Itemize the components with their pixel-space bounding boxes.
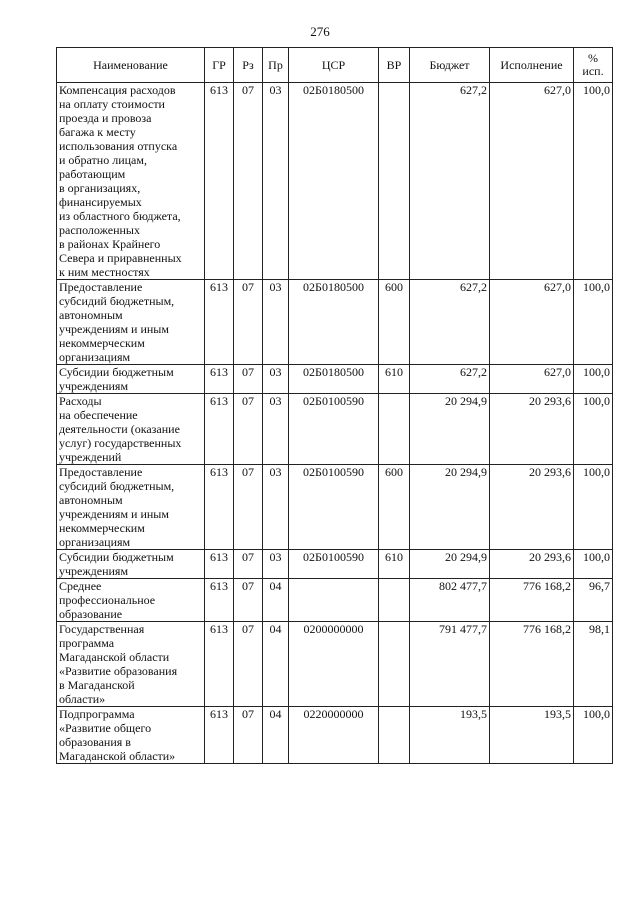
- row-execution-cell: 627,0: [490, 365, 574, 394]
- row-name-cell: [57, 707, 205, 764]
- table-row: [57, 550, 613, 579]
- row-name-line: в Магаданской: [59, 678, 135, 692]
- row-execution-cell: 776 168,2: [490, 622, 574, 707]
- row-name-line: Субсидии бюджетным: [59, 365, 174, 379]
- row-execution-cell: 193,5: [490, 707, 574, 764]
- row-rz-cell: 07: [234, 579, 263, 622]
- row-name-cell: [57, 83, 205, 280]
- row-csr-cell: 02Б0180500: [289, 83, 379, 280]
- row-name-line: профессиональное: [59, 593, 156, 607]
- row-gr-cell: 613: [205, 365, 234, 394]
- row-pr-cell: 04: [263, 622, 289, 707]
- row-name-line: расположенных: [59, 223, 140, 237]
- row-gr-cell: 613: [205, 394, 234, 465]
- row-name-line: учреждений: [59, 450, 122, 464]
- table-header-row: [57, 48, 613, 83]
- row-name-line: Расходы: [59, 394, 102, 408]
- row-percent-cell: 100,0: [574, 365, 613, 394]
- row-gr-cell: 613: [205, 550, 234, 579]
- row-csr-cell: 0220000000: [289, 707, 379, 764]
- row-name-line: Компенсация расходов: [59, 83, 176, 97]
- row-percent-cell: 100,0: [574, 83, 613, 280]
- row-csr-cell: 02Б0100590: [289, 465, 379, 550]
- row-rz-cell: 07: [234, 465, 263, 550]
- row-rz-cell: 07: [234, 394, 263, 465]
- row-name-line: программа: [59, 636, 115, 650]
- table-row: [57, 622, 613, 707]
- row-rz-cell: 07: [234, 707, 263, 764]
- row-rz-cell: 07: [234, 280, 263, 365]
- row-budget-cell: 627,2: [410, 83, 490, 280]
- row-name-line: Предоставление: [59, 280, 143, 294]
- row-pr-cell: 04: [263, 707, 289, 764]
- row-name-line: Предоставление: [59, 465, 143, 479]
- row-vr-cell: [379, 707, 410, 764]
- table-row: [57, 394, 613, 465]
- row-pr-cell: 03: [263, 394, 289, 465]
- row-name-line: Субсидии бюджетным: [59, 550, 174, 564]
- row-name-line: учреждениям: [59, 564, 129, 578]
- budget-table: [56, 47, 613, 764]
- row-name-line: некоммерческим: [59, 336, 145, 350]
- row-gr-cell: 613: [205, 280, 234, 365]
- row-execution-cell: 20 293,6: [490, 465, 574, 550]
- row-name-line: Среднее: [59, 579, 102, 593]
- row-budget-cell: 802 477,7: [410, 579, 490, 622]
- row-csr-cell: 0200000000: [289, 622, 379, 707]
- row-gr-cell: 613: [205, 465, 234, 550]
- row-percent-cell: 96,7: [574, 579, 613, 622]
- row-execution-cell: 627,0: [490, 83, 574, 280]
- header-gr: ГР: [205, 48, 234, 83]
- row-pr-cell: 04: [263, 579, 289, 622]
- row-name-line: к ним местностях: [59, 265, 150, 279]
- row-percent-cell: 100,0: [574, 394, 613, 465]
- row-name-cell: [57, 280, 205, 365]
- row-name-line: на оплату стоимости: [59, 97, 165, 111]
- row-name-line: Государственная: [59, 622, 145, 636]
- row-rz-cell: 07: [234, 83, 263, 280]
- row-name-line: в районах Крайнего: [59, 237, 161, 251]
- row-name-line: образование: [59, 607, 123, 621]
- row-name-line: организациям: [59, 350, 131, 364]
- table-row: [57, 83, 613, 280]
- row-name-line: работающим: [59, 167, 126, 181]
- row-name-line: использования отпуска: [59, 139, 178, 153]
- row-gr-cell: 613: [205, 622, 234, 707]
- page-number: 276: [310, 24, 330, 39]
- row-name-line: субсидий бюджетным,: [59, 294, 175, 308]
- row-csr-cell: 02Б0180500: [289, 365, 379, 394]
- row-percent-cell: 100,0: [574, 280, 613, 365]
- header-budget: Бюджет: [410, 48, 490, 83]
- table-row: [57, 707, 613, 764]
- header-rz: Рз: [234, 48, 263, 83]
- header-vr: ВР: [379, 48, 410, 83]
- row-pr-cell: 03: [263, 280, 289, 365]
- row-budget-cell: 791 477,7: [410, 622, 490, 707]
- row-name-cell: [57, 365, 205, 394]
- row-name-line: субсидий бюджетным,: [59, 479, 175, 493]
- row-name-line: Подпрограмма: [59, 707, 135, 721]
- row-gr-cell: 613: [205, 83, 234, 280]
- row-name-line: организациям: [59, 535, 131, 549]
- row-percent-cell: 100,0: [574, 550, 613, 579]
- row-name-line: из областного бюджета,: [59, 209, 181, 223]
- row-vr-cell: [379, 83, 410, 280]
- row-name-cell: [57, 579, 205, 622]
- row-rz-cell: 07: [234, 622, 263, 707]
- row-execution-cell: 776 168,2: [490, 579, 574, 622]
- row-budget-cell: 20 294,9: [410, 550, 490, 579]
- row-pr-cell: 03: [263, 83, 289, 280]
- row-name-cell: [57, 550, 205, 579]
- row-name-line: на обеспечение: [59, 408, 138, 422]
- row-vr-cell: 600: [379, 465, 410, 550]
- row-csr-cell: 02Б0100590: [289, 550, 379, 579]
- row-name-line: «Развитие общего: [59, 721, 152, 735]
- row-pr-cell: 03: [263, 550, 289, 579]
- row-vr-cell: [379, 622, 410, 707]
- table-row: [57, 465, 613, 550]
- row-name-line: образования в: [59, 735, 131, 749]
- row-execution-cell: 627,0: [490, 280, 574, 365]
- row-name-cell: [57, 622, 205, 707]
- row-budget-cell: 627,2: [410, 365, 490, 394]
- row-name-line: деятельности (оказание: [59, 422, 180, 436]
- row-name-line: Севера и приравненных: [59, 251, 182, 265]
- row-name-line: проезда и провоза: [59, 111, 152, 125]
- row-name-line: услуг) государственных: [59, 436, 182, 450]
- row-pr-cell: 03: [263, 365, 289, 394]
- table-row: [57, 365, 613, 394]
- row-vr-cell: [379, 579, 410, 622]
- row-name-line: учреждениям и иным: [59, 507, 169, 521]
- row-vr-cell: 610: [379, 365, 410, 394]
- row-name-line: багажа к месту: [59, 125, 136, 139]
- row-execution-cell: 20 293,6: [490, 394, 574, 465]
- row-percent-cell: 100,0: [574, 465, 613, 550]
- row-gr-cell: 613: [205, 579, 234, 622]
- header-pr: Пр: [263, 48, 289, 83]
- header-csr: ЦСР: [289, 48, 379, 83]
- row-csr-cell: 02Б0180500: [289, 280, 379, 365]
- row-csr-cell: 02Б0100590: [289, 394, 379, 465]
- row-budget-cell: 627,2: [410, 280, 490, 365]
- row-name-line: «Развитие образования: [59, 664, 178, 678]
- row-name-line: учреждениям и иным: [59, 322, 169, 336]
- header-name: Наименование: [57, 48, 205, 83]
- row-csr-cell: [289, 579, 379, 622]
- row-name-cell: [57, 465, 205, 550]
- row-gr-cell: 613: [205, 707, 234, 764]
- row-name-line: финансируемых: [59, 195, 142, 209]
- row-vr-cell: [379, 394, 410, 465]
- row-name-line: в организациях,: [59, 181, 141, 195]
- row-rz-cell: 07: [234, 365, 263, 394]
- row-budget-cell: 193,5: [410, 707, 490, 764]
- row-vr-cell: 600: [379, 280, 410, 365]
- table-row: [57, 579, 613, 622]
- header-percent: % исп.: [574, 48, 613, 83]
- row-name-line: учреждениям: [59, 379, 129, 393]
- row-name-line: области»: [59, 692, 106, 706]
- row-name-line: и обратно лицам,: [59, 153, 147, 167]
- row-name-line: автономным: [59, 308, 123, 322]
- row-budget-cell: 20 294,9: [410, 465, 490, 550]
- row-name-line: Магаданской области: [59, 650, 170, 664]
- row-budget-cell: 20 294,9: [410, 394, 490, 465]
- row-name-line: Магаданской области»: [59, 749, 176, 763]
- table-row: [57, 280, 613, 365]
- row-execution-cell: 20 293,6: [490, 550, 574, 579]
- row-percent-cell: 100,0: [574, 707, 613, 764]
- row-name-line: автономным: [59, 493, 123, 507]
- row-name-cell: [57, 394, 205, 465]
- header-execution: Исполнение: [490, 48, 574, 83]
- row-vr-cell: 610: [379, 550, 410, 579]
- row-percent-cell: 98,1: [574, 622, 613, 707]
- row-pr-cell: 03: [263, 465, 289, 550]
- row-rz-cell: 07: [234, 550, 263, 579]
- table-body: [57, 83, 613, 764]
- row-name-line: некоммерческим: [59, 521, 145, 535]
